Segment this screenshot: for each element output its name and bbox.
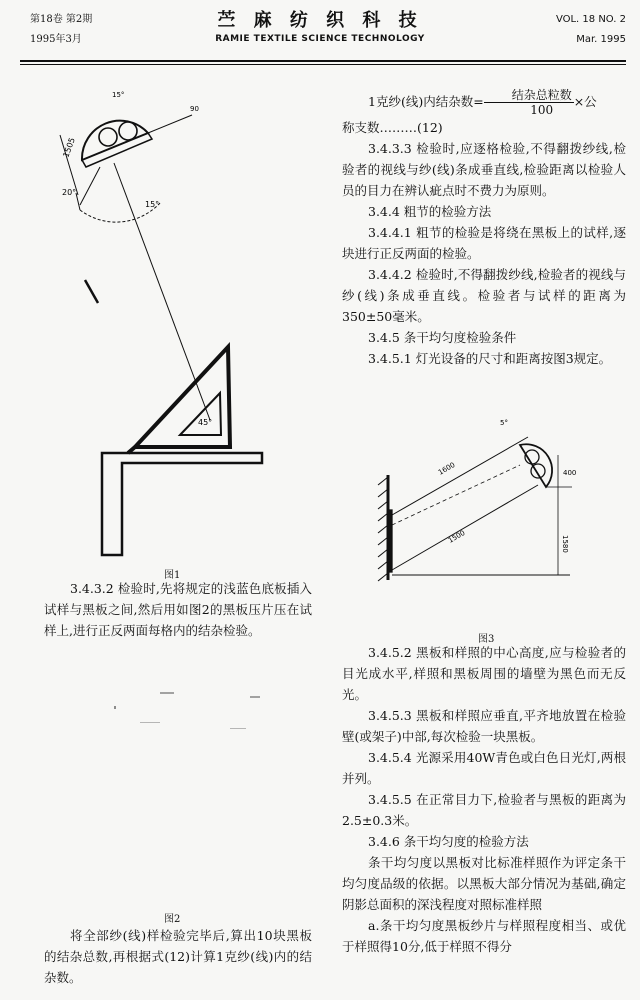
volume-cn: 第18卷 第2期 bbox=[30, 14, 93, 25]
fig3-label-e: 1580 bbox=[561, 535, 569, 553]
formula-rhs: ×公 bbox=[573, 94, 597, 109]
fig3-label-c: 5° bbox=[500, 419, 508, 427]
fig1-label-f: 90 bbox=[190, 105, 199, 113]
right-bottom-text bbox=[342, 642, 626, 957]
paragraph-3433: 3.4.3.3 检验时,应逐格检验,不得翻拨纱线,检验者的视线与纱(线)条成垂直线,检验距离以检验人员的目力在辨认疵点时不费力为原则。 bbox=[342, 141, 626, 198]
left-column-text bbox=[44, 578, 312, 641]
paragraph-346b: a.条干均匀度黑板纱片与样照程度相当、或优于样照得10分,低于样照不得分 bbox=[342, 918, 626, 954]
date-en: Mar. 1995 bbox=[576, 34, 626, 45]
figure-2-area bbox=[100, 680, 300, 900]
paragraph-3453: 3.4.5.3 黑板和样照应垂直,平齐地放置在检验壁(或架子)中部,每次检验一块黑板。 bbox=[342, 708, 626, 744]
paragraph-3452: 3.4.5.2 黑板和样照的中心高度,应与检验者的目光成水平,样照和黑板周围的墙壁为黑色而无反光。 bbox=[342, 645, 626, 702]
fig3-label-a: 1600 bbox=[437, 460, 457, 477]
formula-lhs: 1克纱(线)内结杂数= bbox=[368, 94, 484, 109]
fig1-label-d: 45° bbox=[198, 418, 213, 427]
formula-fraction bbox=[484, 88, 574, 117]
header-center bbox=[0, 6, 640, 44]
journal-title-cn: 苎 麻 纺 织 科 技 bbox=[217, 10, 423, 31]
paragraph-3454: 3.4.5.4 光源采用40W青色或白色日光灯,两根并列。 bbox=[342, 750, 626, 786]
figure-2-caption: 图2 bbox=[164, 914, 181, 925]
fig1-label-b: 20° bbox=[62, 188, 77, 197]
paragraph-346a: 条干均匀度以黑板对比标准样照作为评定条干均匀度品级的依据。以黑板大部分情况为基础,确定阴影总面积的深浅程度对照标准样照 bbox=[342, 855, 626, 912]
header-rule-thick bbox=[20, 60, 626, 62]
fig3-label-d: 400 bbox=[563, 469, 577, 477]
paragraph-3455: 3.4.5.5 在正常目力下,检验者与黑板的距离为2.5±0.3米。 bbox=[342, 792, 626, 828]
paragraph-3451: 3.4.5.1 灯光设备的尺寸和距离按图3规定。 bbox=[368, 351, 612, 366]
figure-3-drawing bbox=[360, 415, 610, 625]
heading-345: 3.4.5 条干均匀度检验条件 bbox=[368, 330, 517, 345]
heading-344: 3.4.4 粗节的检验方法 bbox=[368, 204, 492, 219]
formula-numerator: 结杂总粒数 bbox=[484, 88, 574, 103]
header-right bbox=[556, 10, 626, 50]
fig1-label-c: 15° bbox=[145, 200, 160, 209]
formula-tail: 称支数………(12) bbox=[342, 120, 443, 135]
right-column-text bbox=[342, 88, 626, 369]
journal-title-en: RAMIE TEXTILE SCIENCE TECHNOLOGY bbox=[215, 34, 425, 44]
figure-3-caption: 图3 bbox=[478, 634, 495, 645]
paragraph-3442: 3.4.4.2 检验时,不得翻拨纱线,检验者的视线与纱(线)条成垂直线。检验者与试样的距离为350±50毫米。 bbox=[342, 267, 626, 324]
left-bottom-text bbox=[44, 925, 312, 988]
header-rule-thin bbox=[20, 64, 626, 65]
paragraph-3432: 3.4.3.2 检验时,先将规定的浅蓝色底板插入试样与黑板之间,然后用如图2的黑板压片压在试样上,进行正反两面每格内的结杂检验。 bbox=[44, 581, 312, 638]
fig1-label-e: 1505 bbox=[61, 136, 77, 159]
heading-346: 3.4.6 条干均匀度的检验方法 bbox=[368, 834, 529, 849]
figure-1-caption: 图1 bbox=[164, 570, 181, 581]
paragraph-3441: 3.4.4.1 粗节的检验是将绕在黑板上的试样,逐块进行正反两面的检验。 bbox=[342, 225, 626, 261]
paragraph-summary: 将全部纱(线)样检验完毕后,算出10块黑板的结杂总数,再根据式(12)计算1克纱(线)内的结杂数。 bbox=[44, 928, 312, 985]
fig3-label-b: 1500 bbox=[447, 528, 467, 545]
date-cn: 1995年3月 bbox=[30, 34, 82, 45]
formula-denominator: 100 bbox=[530, 103, 554, 117]
formula-12 bbox=[342, 88, 626, 117]
volume-en: VOL. 18 NO. 2 bbox=[555, 14, 626, 25]
fig1-label-a: 15° bbox=[112, 91, 125, 99]
figure-1-drawing bbox=[40, 75, 320, 570]
journal-header bbox=[0, 0, 640, 62]
